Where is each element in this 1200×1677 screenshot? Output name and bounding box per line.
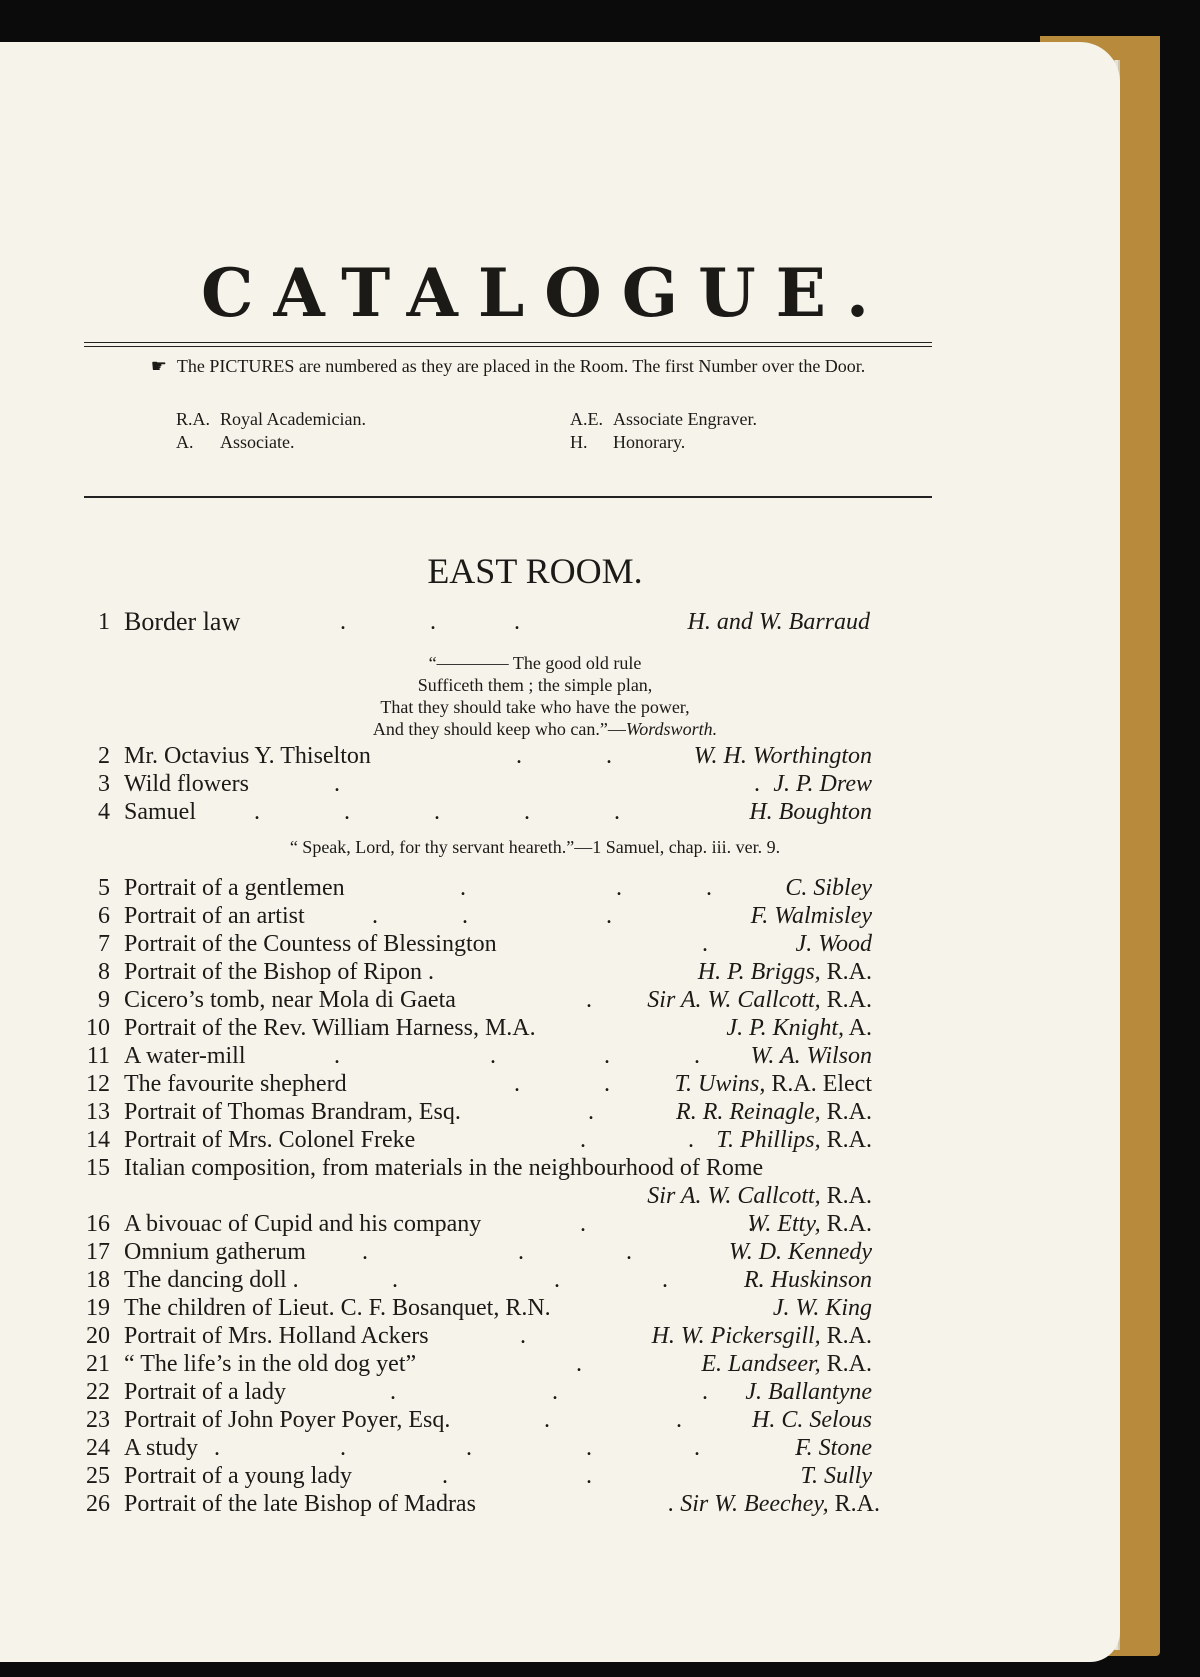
- catalogue-entry: 10 Portrait of the Rev. William Harness, M.A. J. P. Knight, A.: [86, 1015, 872, 1041]
- catalogue-entry: 17 Omnium gatherum . . . W. D. Kennedy: [86, 1239, 872, 1265]
- catalogue-entry: 23 Portrait of John Poyer Poyer, Esq. . . H. C. Selous: [86, 1407, 872, 1433]
- catalogue-entry: 13 Portrait of Thomas Brandram, Esq. . R. R. Reinagle, R.A.: [86, 1099, 872, 1125]
- catalogue-entry: 15 Italian composition, from materials in the neighbourhood of Rome: [86, 1155, 764, 1181]
- catalogue-entry: 7 Portrait of the Countess of Blessington . J. Wood: [98, 931, 872, 957]
- top-rule: [84, 342, 932, 343]
- pointing-hand-icon: ☛: [150, 356, 167, 376]
- catalogue-page: [0, 42, 1120, 1662]
- quote-block: “ Speak, Lord, for thy servant heareth.”—1 Samuel, chap. iii. ver. 9.: [289, 837, 781, 857]
- catalogue-entry: 14 Portrait of Mrs. Colonel Freke . . T. Phillips, R.A.: [86, 1127, 872, 1153]
- room-title: EAST ROOM.: [427, 551, 643, 591]
- numbering-notice: ☛ The PICTURES are numbered as they are placed in the Room. The first Number over the Door.: [150, 356, 866, 376]
- abbreviation-row: H. Honorary.: [570, 432, 686, 452]
- catalogue-entry: 26 Portrait of the late Bishop of Madras . Sir W. Beechey, R.A.: [86, 1491, 880, 1517]
- catalogue-entry: 18 The dancing doll . . . . . R. Huskinson: [86, 1267, 872, 1293]
- abbreviation-row: A. Associate.: [176, 432, 295, 452]
- catalogue-entry: 9 Cicero’s tomb, near Mola di Gaeta . Sir A. W. Callcott, R.A.: [98, 987, 872, 1013]
- catalogue-entry: 20 Portrait of Mrs. Holland Ackers . H. W. Pickersgill, R.A.: [86, 1323, 872, 1349]
- catalogue-entry: 16 A bivouac of Cupid and his company . . W. Etty, R.A.: [86, 1211, 872, 1237]
- catalogue-entry: 4 Samuel . . . . . H. Boughton: [98, 799, 872, 825]
- catalogue-entry: 1 Border law . . . H. and W. Barraud: [98, 607, 870, 636]
- catalogue-entry: 22 Portrait of a lady . . . J. Ballantyne: [86, 1379, 872, 1405]
- quote-block: “———— The good old rule Sufficeth them ; the simple plan, That they should take who have the power, And they should keep who can.”—Wordsworth.: [372, 653, 718, 739]
- catalogue-entry-continued: Sir A. W. Callcott, R.A.: [647, 1183, 872, 1209]
- middle-rule: [84, 496, 932, 498]
- abbreviation-row: R.A. Royal Academician.: [176, 409, 366, 429]
- catalogue-entry: 2 Mr. Octavius Y. Thiselton . . W. H. Worthington: [98, 743, 872, 769]
- abbreviations-right: [570, 408, 767, 454]
- catalogue-entry: 24 A study . . . . . . F. Stone: [86, 1435, 872, 1461]
- catalogue-entry: 19 The children of Lieut. C. F. Bosanquet, R.N. J. W. King: [86, 1295, 872, 1321]
- catalogue-entry: 6 Portrait of an artist . . . F. Walmisley: [98, 903, 872, 929]
- catalogue-entry: 12 The favourite shepherd . . T. Uwins, R.A. Elect: [86, 1071, 872, 1097]
- catalogue-entry: 11 A water-mill . . . . . W. A. Wilson: [86, 1043, 872, 1069]
- abbreviations-left: [176, 408, 376, 454]
- top-rule-double: [84, 346, 932, 347]
- catalogue-entry: 21 “ The life’s in the old dog yet” . E. Landseer, R.A.: [86, 1351, 872, 1377]
- catalogue-entry: 5 Portrait of a gentlemen . . . C. Sibley: [98, 875, 872, 901]
- catalogue-entry: 8 Portrait of the Bishop of Ripon . H. P. Briggs, R.A.: [98, 959, 872, 985]
- catalogue-title: CATALOGUE.: [201, 254, 889, 332]
- catalogue-entry: 3 Wild flowers . . J. P. Drew: [98, 771, 872, 797]
- catalogue-entry: 25 Portrait of a young lady . . T. Sully: [86, 1463, 872, 1489]
- abbreviation-row: A.E. Associate Engraver.: [570, 409, 757, 429]
